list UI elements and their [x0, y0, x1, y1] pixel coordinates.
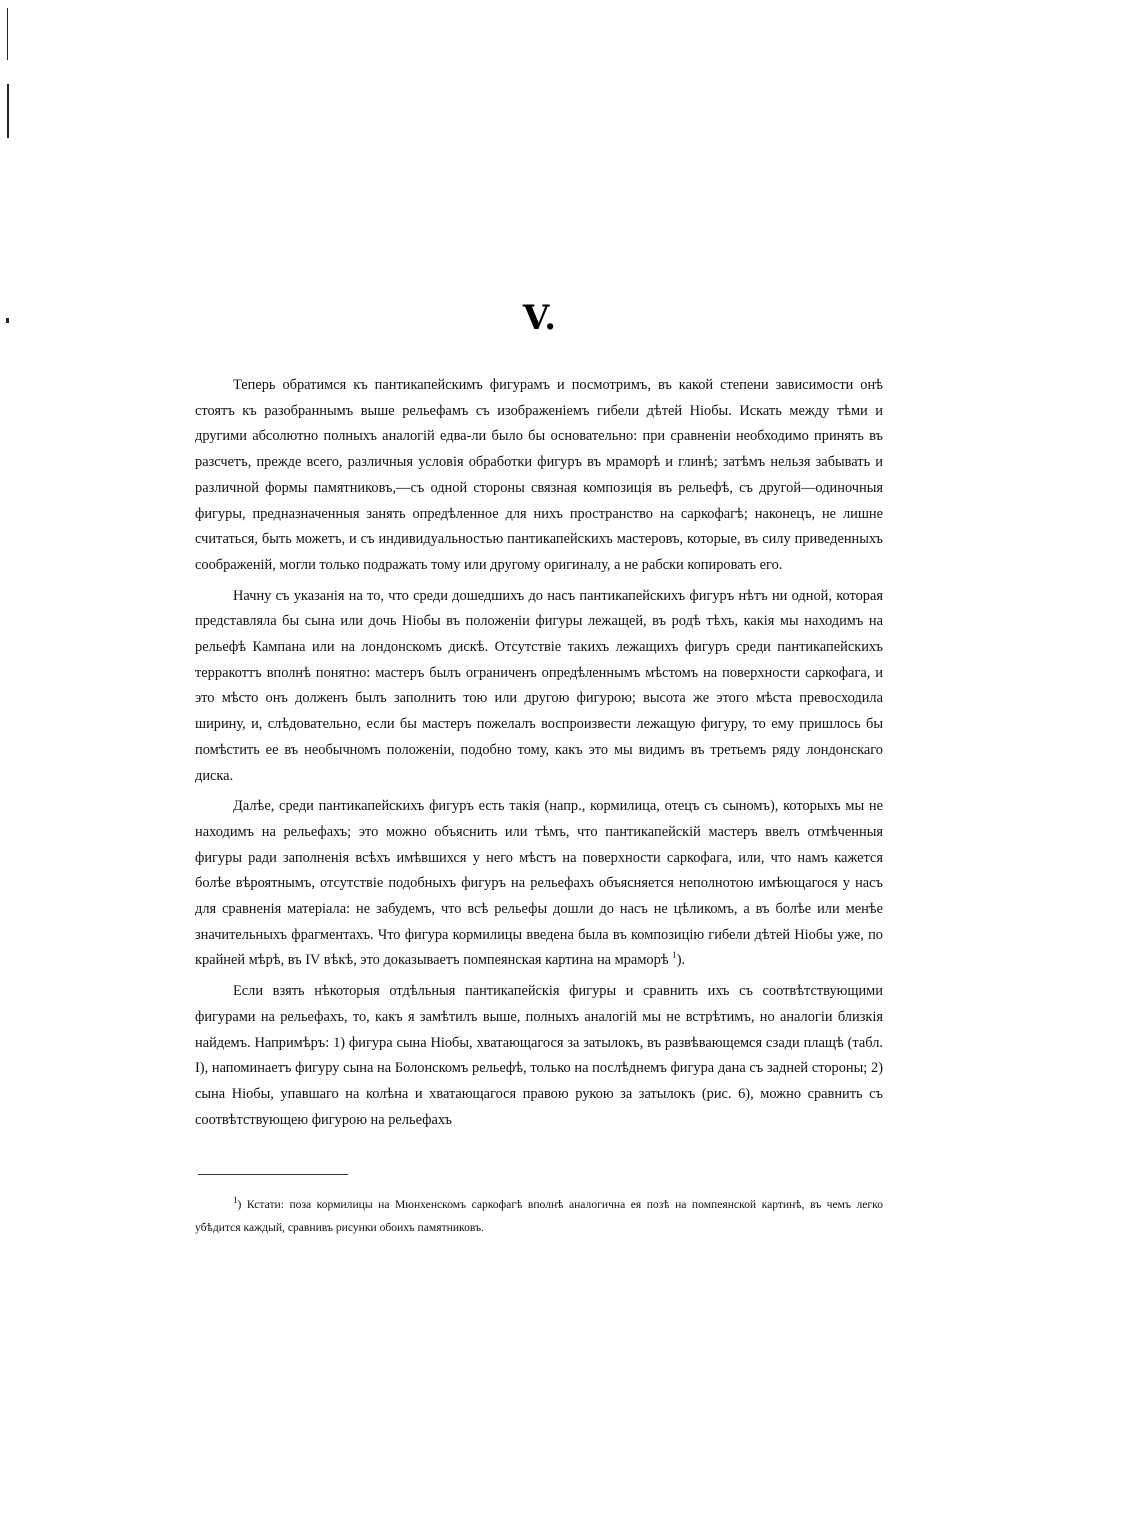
footnote-reference[interactable]: 1 [672, 950, 677, 961]
chapter-heading: V. [522, 298, 558, 338]
footnote [195, 1193, 883, 1239]
footnote-marker: 1 [233, 1195, 238, 1206]
body-text [195, 373, 883, 1138]
paragraph [195, 794, 883, 974]
paragraph: Если взять нѣкоторыя отдѣльныя пантикапейскія фигуры и сравнить ихъ съ соотвѣтствующими фигурами на рельефахъ, то, какъ я замѣтилъ выше, полныхъ аналогій мы не встрѣтимъ, но аналогіи близкія найдемъ. Напримѣръ: 1) фигура сына Ніобы, хватающагося за затылокъ, въ развѣвающемся сзади плащѣ (табл. I), напоминаетъ фигуру сына на Болонскомъ рельефѣ, только на послѣднемъ фигура дана съ задней стороны; 2) сына Ніобы, упавшаго на колѣна и хватающагося правою рукою за затылокъ (рис. 6), можно сравнить съ соотвѣтствующею фигурою на рельефахъ [195, 983, 883, 1128]
paragraph: Теперь обратимся къ пантикапейскимъ фигурамъ и посмотримъ, въ какой степени зависимости онѣ стоятъ къ разобраннымъ выше рельефамъ съ изображеніемъ гибели дѣтей Ніобы. Искать между тѣми и другими абсолютно полныхъ аналогій едва-ли было бы основательно: при сравненіи необходимо принять въ разсчетъ, прежде всего, различныя условія обработки фигуръ въ мраморѣ и глинѣ; затѣмъ нельзя забывать и различной формы памятниковъ,—съ одной стороны связная композиція въ рельефѣ, съ другой—одиночныя фигуры, предназначенныя занять опредѣленное для нихъ пространство на саркофагѣ; наконецъ, не лишне считаться, быть можетъ, и съ индивидуальностью пантикапейскихъ мастеровъ, которые, въ силу приведенныхъ соображеній, могли только подражать тому или другому оригиналу, а не рабски копировать его. [195, 377, 883, 573]
footnote-divider [198, 1174, 348, 1175]
scan-mark [7, 84, 9, 138]
footnote-reference-close: ). [676, 952, 686, 969]
footnote-text: ) Кстати: поза кормилицы на Мюнхенскомъ саркофагѣ вполнѣ аналогична ея позѣ на помпеянской картинѣ, въ чемъ легко убѣдится каждый, сравнивъ рисунки обоихъ памятниковъ. [195, 1198, 883, 1234]
scan-mark [7, 8, 8, 60]
paragraph: Начну съ указанія на то, что среди дошедшихъ до насъ пантикапейскихъ фигуръ нѣтъ ни одной, которая представляла бы сына или дочь Ніобы въ положеніи фигуры лежащей, въ родѣ тѣхъ, какія мы находимъ на рельефѣ Кампана или на лондонскомъ дискѣ. Отсутствіе такихъ лежащихъ фигуръ среди пантикапейскихъ терракоттъ вполнѣ понятно: мастеръ былъ ограниченъ опредѣленнымъ мѣстомъ на поверхности саркофага, и это мѣсто онъ долженъ былъ заполнить тою или другою фигурою; высота же этого мѣста превосходила ширину, и, слѣдовательно, если бы мастеръ пожелалъ воспроизвести лежащую фигуру, то ему пришлось бы помѣстить ее въ необычномъ положеніи, подобно тому, какъ это мы видимъ въ третьемъ ряду лондонскаго диска. [195, 587, 883, 784]
paragraph-text: Далѣе, среди пантикапейскихъ фигуръ есть такія (напр., кормилица, отецъ съ сыномъ), которыхъ мы не находимъ на рельефахъ; это можно объяснить или тѣмъ, что пантикапейскій мастеръ ввелъ отмѣченныя фигуры ради заполненія всѣхъ имѣвшихся у него мѣстъ на поверхности саркофага, или, что намъ кажется болѣе вѣроятнымъ, отсутствіе подобныхъ фигуръ на рельефахъ объясняется неполнотою имѣющагося у насъ для сравненія матеріала: не забудемъ, что всѣ рельефы дошли до насъ не цѣликомъ, а въ болѣе или менѣе значительныхъ фрагментахъ. Что фигура кормилицы введена была въ композицію гибели дѣтей Ніобы уже, по крайней мѣрѣ, въ IV вѣкѣ, это доказываетъ помпеянская картина на мраморѣ [195, 798, 883, 969]
